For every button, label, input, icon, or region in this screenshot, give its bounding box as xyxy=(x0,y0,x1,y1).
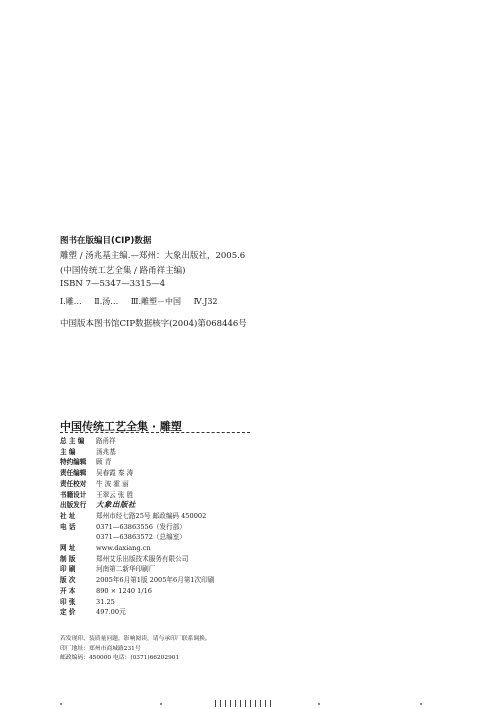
publisher-logo: 大象出版社 xyxy=(96,500,136,510)
notice-line-3: 邮政编码：450000 电话：(0371)66202901 xyxy=(60,655,180,661)
credit-row xyxy=(60,597,214,608)
credit-value: 郑州艾乐出版技术服务有限公司 xyxy=(96,554,189,563)
credit-row xyxy=(60,543,214,554)
credit-value: 0371—63863556（发行部） xyxy=(96,522,186,531)
scan-dot xyxy=(60,703,62,705)
cip-subject-2: Ⅱ.汤… xyxy=(94,297,119,306)
credit-label: 主 编 xyxy=(60,447,76,456)
book-title: 中国传统工艺全集 · 雕塑 xyxy=(60,420,182,433)
credit-label: 定 价 xyxy=(60,608,76,617)
edge-mark xyxy=(250,700,251,707)
notice-line-1: 若发现印、装质量问题，影响阅读，请与承印厂联系调换。 xyxy=(60,636,211,642)
credit-label xyxy=(60,532,92,543)
credit-value: 497.00元 xyxy=(96,608,126,617)
credits-table xyxy=(60,436,214,618)
cip-catalog-entry: 雕塑 / 汤兆基主编.—郑州：大象出版社，2005.6 xyxy=(60,251,246,261)
credit-row xyxy=(60,468,214,479)
edge-mark xyxy=(255,700,256,707)
credit-row xyxy=(60,436,214,447)
credit-value: 2005年6月第1版 2005年6月第1次印刷 xyxy=(96,576,215,585)
credit-row xyxy=(60,586,214,597)
credit-label: 总 主 编 xyxy=(60,437,85,445)
edge-mark xyxy=(225,700,226,707)
title-divider xyxy=(60,432,250,433)
credit-value: www.daxiang.cn xyxy=(96,544,151,553)
credit-row xyxy=(60,607,214,618)
credit-row xyxy=(60,457,214,468)
scan-edge-marks xyxy=(215,700,275,708)
credit-row xyxy=(60,511,214,522)
credit-value: 路甬祥 xyxy=(96,437,116,445)
credit-row xyxy=(60,479,214,490)
cip-subject-3: Ⅲ.雕塑－中国 xyxy=(130,297,182,306)
isbn: ISBN 7—5347—3315—4 xyxy=(60,279,166,289)
credit-label: 印 刷 xyxy=(60,565,76,574)
cip-heading: 图书在版编目(CIP)数据 xyxy=(60,236,152,246)
cip-subject-index xyxy=(60,296,228,307)
credit-value: 王翠云 张 胜 xyxy=(96,490,134,499)
credit-label: 制 版 xyxy=(60,554,76,563)
credit-value: 牛 波 霍 丽 xyxy=(96,479,129,488)
credit-row xyxy=(60,447,214,458)
notice-line-2: 印厂地址：郑州市商城路231号 xyxy=(60,645,141,652)
scan-dot xyxy=(420,703,422,705)
credit-row xyxy=(60,522,214,533)
quality-notice xyxy=(60,635,211,664)
edge-mark xyxy=(265,700,266,707)
credit-label: 网 址 xyxy=(60,544,76,553)
credit-value: 河南第二新华印刷厂 xyxy=(96,565,156,574)
credit-row xyxy=(60,564,214,575)
credit-label: 特约编辑 xyxy=(60,458,87,467)
edge-mark xyxy=(220,700,221,707)
credit-label: 出版发行 xyxy=(60,501,87,510)
credit-label: 印 张 xyxy=(60,597,76,606)
credit-label: 责任校对 xyxy=(60,479,87,488)
edge-mark xyxy=(240,700,241,707)
edge-mark xyxy=(235,700,236,707)
edge-mark xyxy=(245,700,246,707)
credit-label: 版 次 xyxy=(60,576,76,585)
credit-value: 吴春霞 秦 涛 xyxy=(96,469,134,478)
credit-value: 0371—63863572（总编室） xyxy=(96,533,186,542)
edge-mark xyxy=(230,700,231,707)
scan-dot xyxy=(318,703,320,705)
credit-value: 顾 青 xyxy=(96,458,112,467)
credit-row xyxy=(60,554,214,565)
edge-mark xyxy=(270,700,271,707)
edge-mark xyxy=(215,700,216,707)
credit-label: 责任编辑 xyxy=(60,469,87,478)
scan-dot xyxy=(160,703,162,705)
credit-row xyxy=(60,490,214,501)
cip-series-entry: (中国传统工艺全集 / 路甬祥主编) xyxy=(60,266,186,276)
cip-subject-4: Ⅳ.J32 xyxy=(193,297,218,306)
credit-value: 890 × 1240 1/16 xyxy=(96,586,152,595)
credit-row xyxy=(60,532,214,543)
cip-subject-1: Ⅰ.雕… xyxy=(60,297,82,306)
cip-record-number: 中国版本图书馆CIP数据核字(2004)第068446号 xyxy=(60,319,247,329)
credit-value: 郑州市经七路25号 邮政编码 450002 xyxy=(96,511,207,520)
credit-value: 汤兆基 xyxy=(96,447,116,456)
credit-label: 书籍设计 xyxy=(60,490,87,499)
credit-value: 31.25 xyxy=(96,597,115,606)
edge-mark xyxy=(260,700,261,707)
credit-label: 开 本 xyxy=(60,586,76,595)
credit-label: 电 话 xyxy=(60,522,76,531)
credit-row xyxy=(60,500,214,511)
credit-row xyxy=(60,575,214,586)
credit-label: 社 址 xyxy=(60,511,76,520)
